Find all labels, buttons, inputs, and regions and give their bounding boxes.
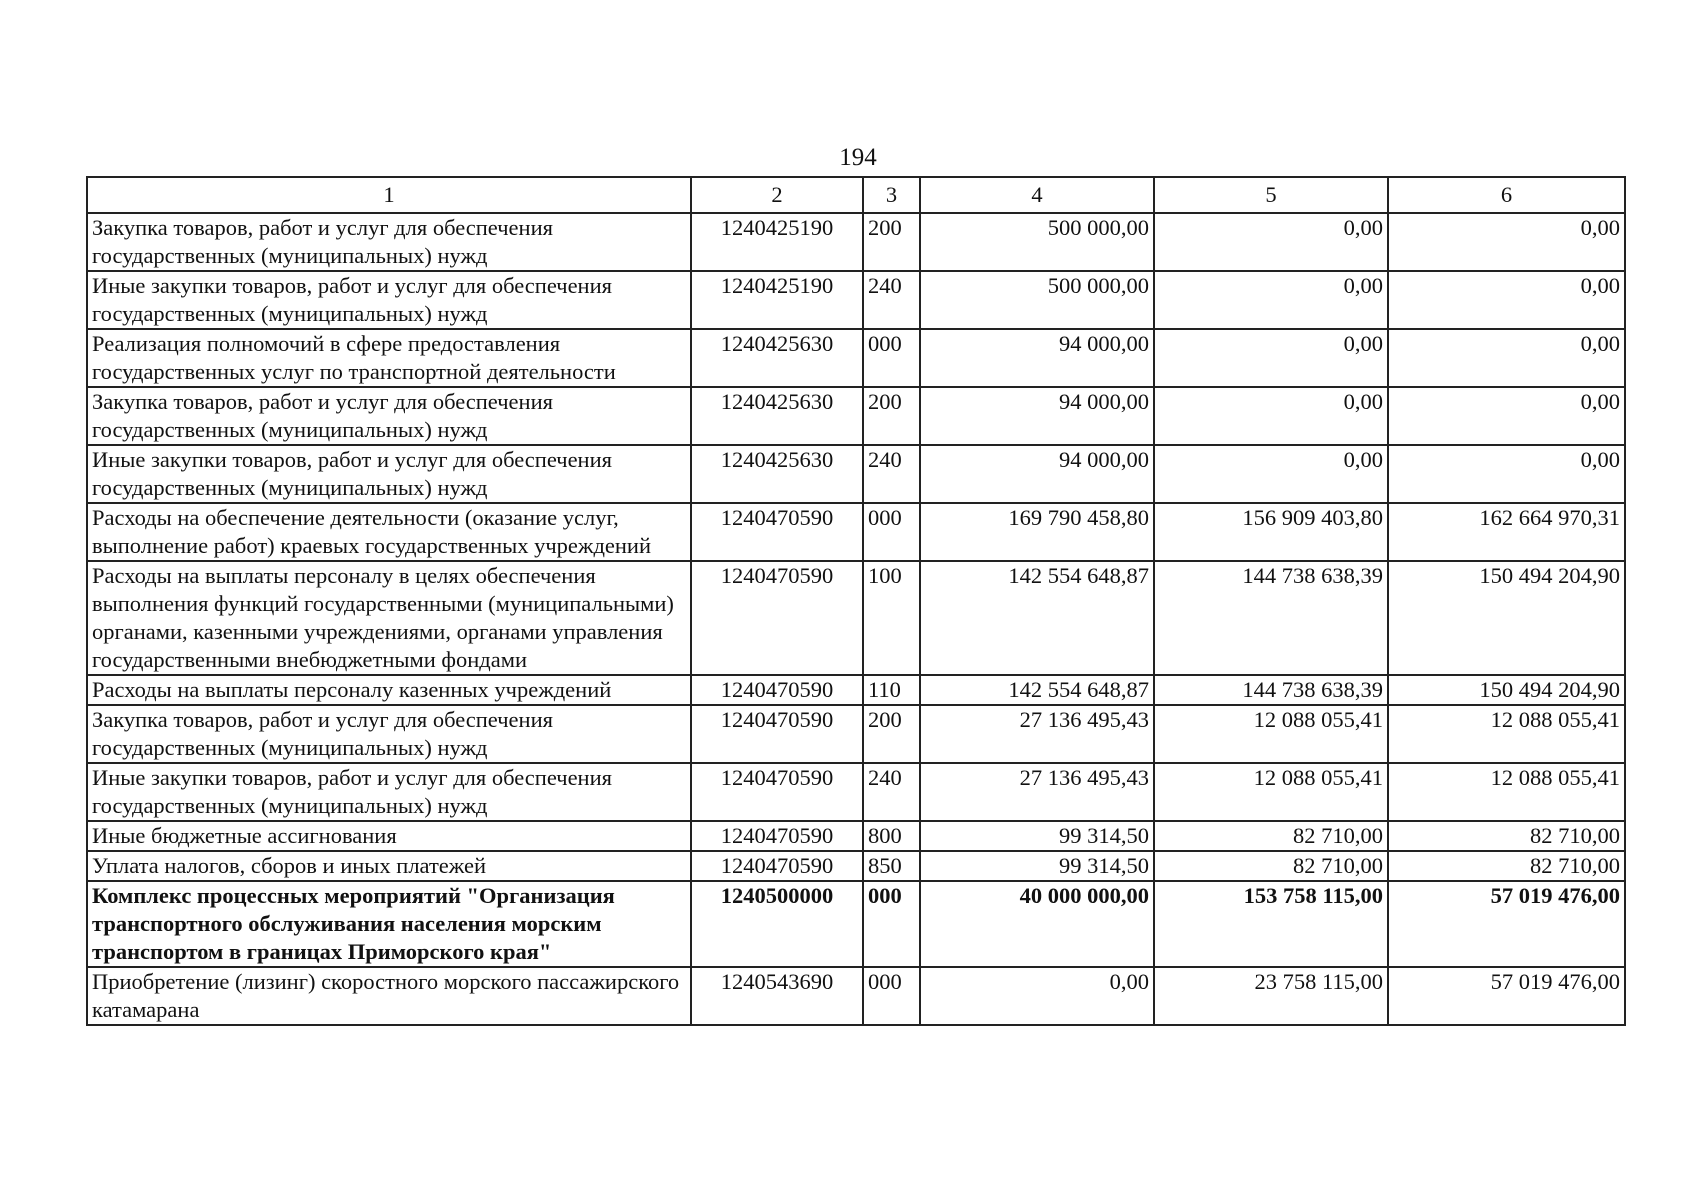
row-value-5: 0,00 bbox=[1154, 387, 1388, 445]
table-row bbox=[87, 675, 1625, 705]
row-value-5: 0,00 bbox=[1154, 271, 1388, 329]
row-value-6: 0,00 bbox=[1388, 271, 1625, 329]
row-code: 1240425190 bbox=[691, 271, 863, 329]
row-type: 200 bbox=[863, 213, 920, 271]
row-value-6: 150 494 204,90 bbox=[1388, 675, 1625, 705]
row-value-4: 94 000,00 bbox=[920, 329, 1154, 387]
row-value-6: 0,00 bbox=[1388, 387, 1625, 445]
row-value-6: 57 019 476,00 bbox=[1388, 881, 1625, 967]
header-col-3: 3 bbox=[863, 177, 920, 213]
row-type: 200 bbox=[863, 705, 920, 763]
row-value-4: 40 000 000,00 bbox=[920, 881, 1154, 967]
table-row bbox=[87, 561, 1625, 675]
row-name: Расходы на обеспечение деятельности (оказание услуг, выполнение работ) краевых государственных учреждений bbox=[87, 503, 691, 561]
row-value-5: 0,00 bbox=[1154, 445, 1388, 503]
row-value-4: 142 554 648,87 bbox=[920, 561, 1154, 675]
table-row bbox=[87, 503, 1625, 561]
row-type: 110 bbox=[863, 675, 920, 705]
row-value-4: 27 136 495,43 bbox=[920, 705, 1154, 763]
row-code: 1240425630 bbox=[691, 329, 863, 387]
row-type: 000 bbox=[863, 503, 920, 561]
table-header-row bbox=[87, 177, 1625, 213]
table-row bbox=[87, 851, 1625, 881]
row-type: 240 bbox=[863, 445, 920, 503]
row-code: 1240470590 bbox=[691, 705, 863, 763]
row-name: Расходы на выплаты персоналу в целях обеспечения выполнения функций государственными (муниципальными) органами, казенными учреждениями, органами управления государственными внебюджетными фондами bbox=[87, 561, 691, 675]
row-name: Иные закупки товаров, работ и услуг для обеспечения государственных (муниципальных) нужд bbox=[87, 271, 691, 329]
row-value-4: 500 000,00 bbox=[920, 271, 1154, 329]
row-value-4: 0,00 bbox=[920, 967, 1154, 1025]
row-value-4: 142 554 648,87 bbox=[920, 675, 1154, 705]
row-code: 1240470590 bbox=[691, 821, 863, 851]
header-col-2: 2 bbox=[691, 177, 863, 213]
table-row bbox=[87, 445, 1625, 503]
row-name: Уплата налогов, сборов и иных платежей bbox=[87, 851, 691, 881]
row-value-4: 99 314,50 bbox=[920, 851, 1154, 881]
table-row bbox=[87, 213, 1625, 271]
row-code: 1240470590 bbox=[691, 561, 863, 675]
row-name: Реализация полномочий в сфере предоставления государственных услуг по транспортной деятельности bbox=[87, 329, 691, 387]
table-row bbox=[87, 821, 1625, 851]
row-value-5: 0,00 bbox=[1154, 329, 1388, 387]
row-value-5: 144 738 638,39 bbox=[1154, 675, 1388, 705]
table-row bbox=[87, 967, 1625, 1025]
row-type: 100 bbox=[863, 561, 920, 675]
row-code: 1240470590 bbox=[691, 503, 863, 561]
row-value-4: 94 000,00 bbox=[920, 387, 1154, 445]
row-value-6: 0,00 bbox=[1388, 329, 1625, 387]
row-type: 850 bbox=[863, 851, 920, 881]
row-type: 000 bbox=[863, 967, 920, 1025]
row-value-4: 94 000,00 bbox=[920, 445, 1154, 503]
row-value-6: 82 710,00 bbox=[1388, 821, 1625, 851]
header-col-4: 4 bbox=[920, 177, 1154, 213]
budget-table bbox=[86, 176, 1626, 1026]
row-code: 1240500000 bbox=[691, 881, 863, 967]
row-code: 1240425630 bbox=[691, 445, 863, 503]
row-type: 240 bbox=[863, 271, 920, 329]
row-code: 1240470590 bbox=[691, 851, 863, 881]
row-name: Закупка товаров, работ и услуг для обеспечения государственных (муниципальных) нужд bbox=[87, 213, 691, 271]
row-name: Приобретение (лизинг) скоростного морского пассажирского катамарана bbox=[87, 967, 691, 1025]
row-value-6: 82 710,00 bbox=[1388, 851, 1625, 881]
row-value-5: 12 088 055,41 bbox=[1154, 763, 1388, 821]
row-value-4: 27 136 495,43 bbox=[920, 763, 1154, 821]
row-value-5: 144 738 638,39 bbox=[1154, 561, 1388, 675]
row-value-6: 162 664 970,31 bbox=[1388, 503, 1625, 561]
row-name: Закупка товаров, работ и услуг для обеспечения государственных (муниципальных) нужд bbox=[87, 387, 691, 445]
row-value-6: 57 019 476,00 bbox=[1388, 967, 1625, 1025]
row-value-5: 82 710,00 bbox=[1154, 821, 1388, 851]
table-row bbox=[87, 329, 1625, 387]
row-name: Расходы на выплаты персоналу казенных учреждений bbox=[87, 675, 691, 705]
row-value-4: 99 314,50 bbox=[920, 821, 1154, 851]
row-value-5: 153 758 115,00 bbox=[1154, 881, 1388, 967]
table-row bbox=[87, 387, 1625, 445]
row-code: 1240470590 bbox=[691, 675, 863, 705]
table-row bbox=[87, 763, 1625, 821]
row-name: Иные закупки товаров, работ и услуг для обеспечения государственных (муниципальных) нужд bbox=[87, 763, 691, 821]
header-col-1: 1 bbox=[87, 177, 691, 213]
header-col-6: 6 bbox=[1388, 177, 1625, 213]
table-row bbox=[87, 271, 1625, 329]
row-value-4: 500 000,00 bbox=[920, 213, 1154, 271]
page-number: 194 bbox=[839, 144, 877, 171]
row-name: Закупка товаров, работ и услуг для обеспечения государственных (муниципальных) нужд bbox=[87, 705, 691, 763]
table-row bbox=[87, 705, 1625, 763]
row-code: 1240425630 bbox=[691, 387, 863, 445]
row-value-6: 12 088 055,41 bbox=[1388, 763, 1625, 821]
row-code: 1240425190 bbox=[691, 213, 863, 271]
row-type: 000 bbox=[863, 329, 920, 387]
row-value-6: 12 088 055,41 bbox=[1388, 705, 1625, 763]
row-code: 1240470590 bbox=[691, 763, 863, 821]
row-value-5: 12 088 055,41 bbox=[1154, 705, 1388, 763]
row-name: Иные бюджетные ассигнования bbox=[87, 821, 691, 851]
row-code: 1240543690 bbox=[691, 967, 863, 1025]
row-type: 200 bbox=[863, 387, 920, 445]
row-value-6: 0,00 bbox=[1388, 213, 1625, 271]
row-name: Комплекс процессных мероприятий "Организация транспортного обслуживания населения морским транспортом в границах Приморского края" bbox=[87, 881, 691, 967]
row-value-5: 0,00 bbox=[1154, 213, 1388, 271]
row-value-5: 156 909 403,80 bbox=[1154, 503, 1388, 561]
row-type: 800 bbox=[863, 821, 920, 851]
header-col-5: 5 bbox=[1154, 177, 1388, 213]
row-name: Иные закупки товаров, работ и услуг для обеспечения государственных (муниципальных) нужд bbox=[87, 445, 691, 503]
row-value-6: 150 494 204,90 bbox=[1388, 561, 1625, 675]
row-value-6: 0,00 bbox=[1388, 445, 1625, 503]
row-value-5: 23 758 115,00 bbox=[1154, 967, 1388, 1025]
row-type: 240 bbox=[863, 763, 920, 821]
row-type: 000 bbox=[863, 881, 920, 967]
table-row bbox=[87, 881, 1625, 967]
row-value-4: 169 790 458,80 bbox=[920, 503, 1154, 561]
row-value-5: 82 710,00 bbox=[1154, 851, 1388, 881]
